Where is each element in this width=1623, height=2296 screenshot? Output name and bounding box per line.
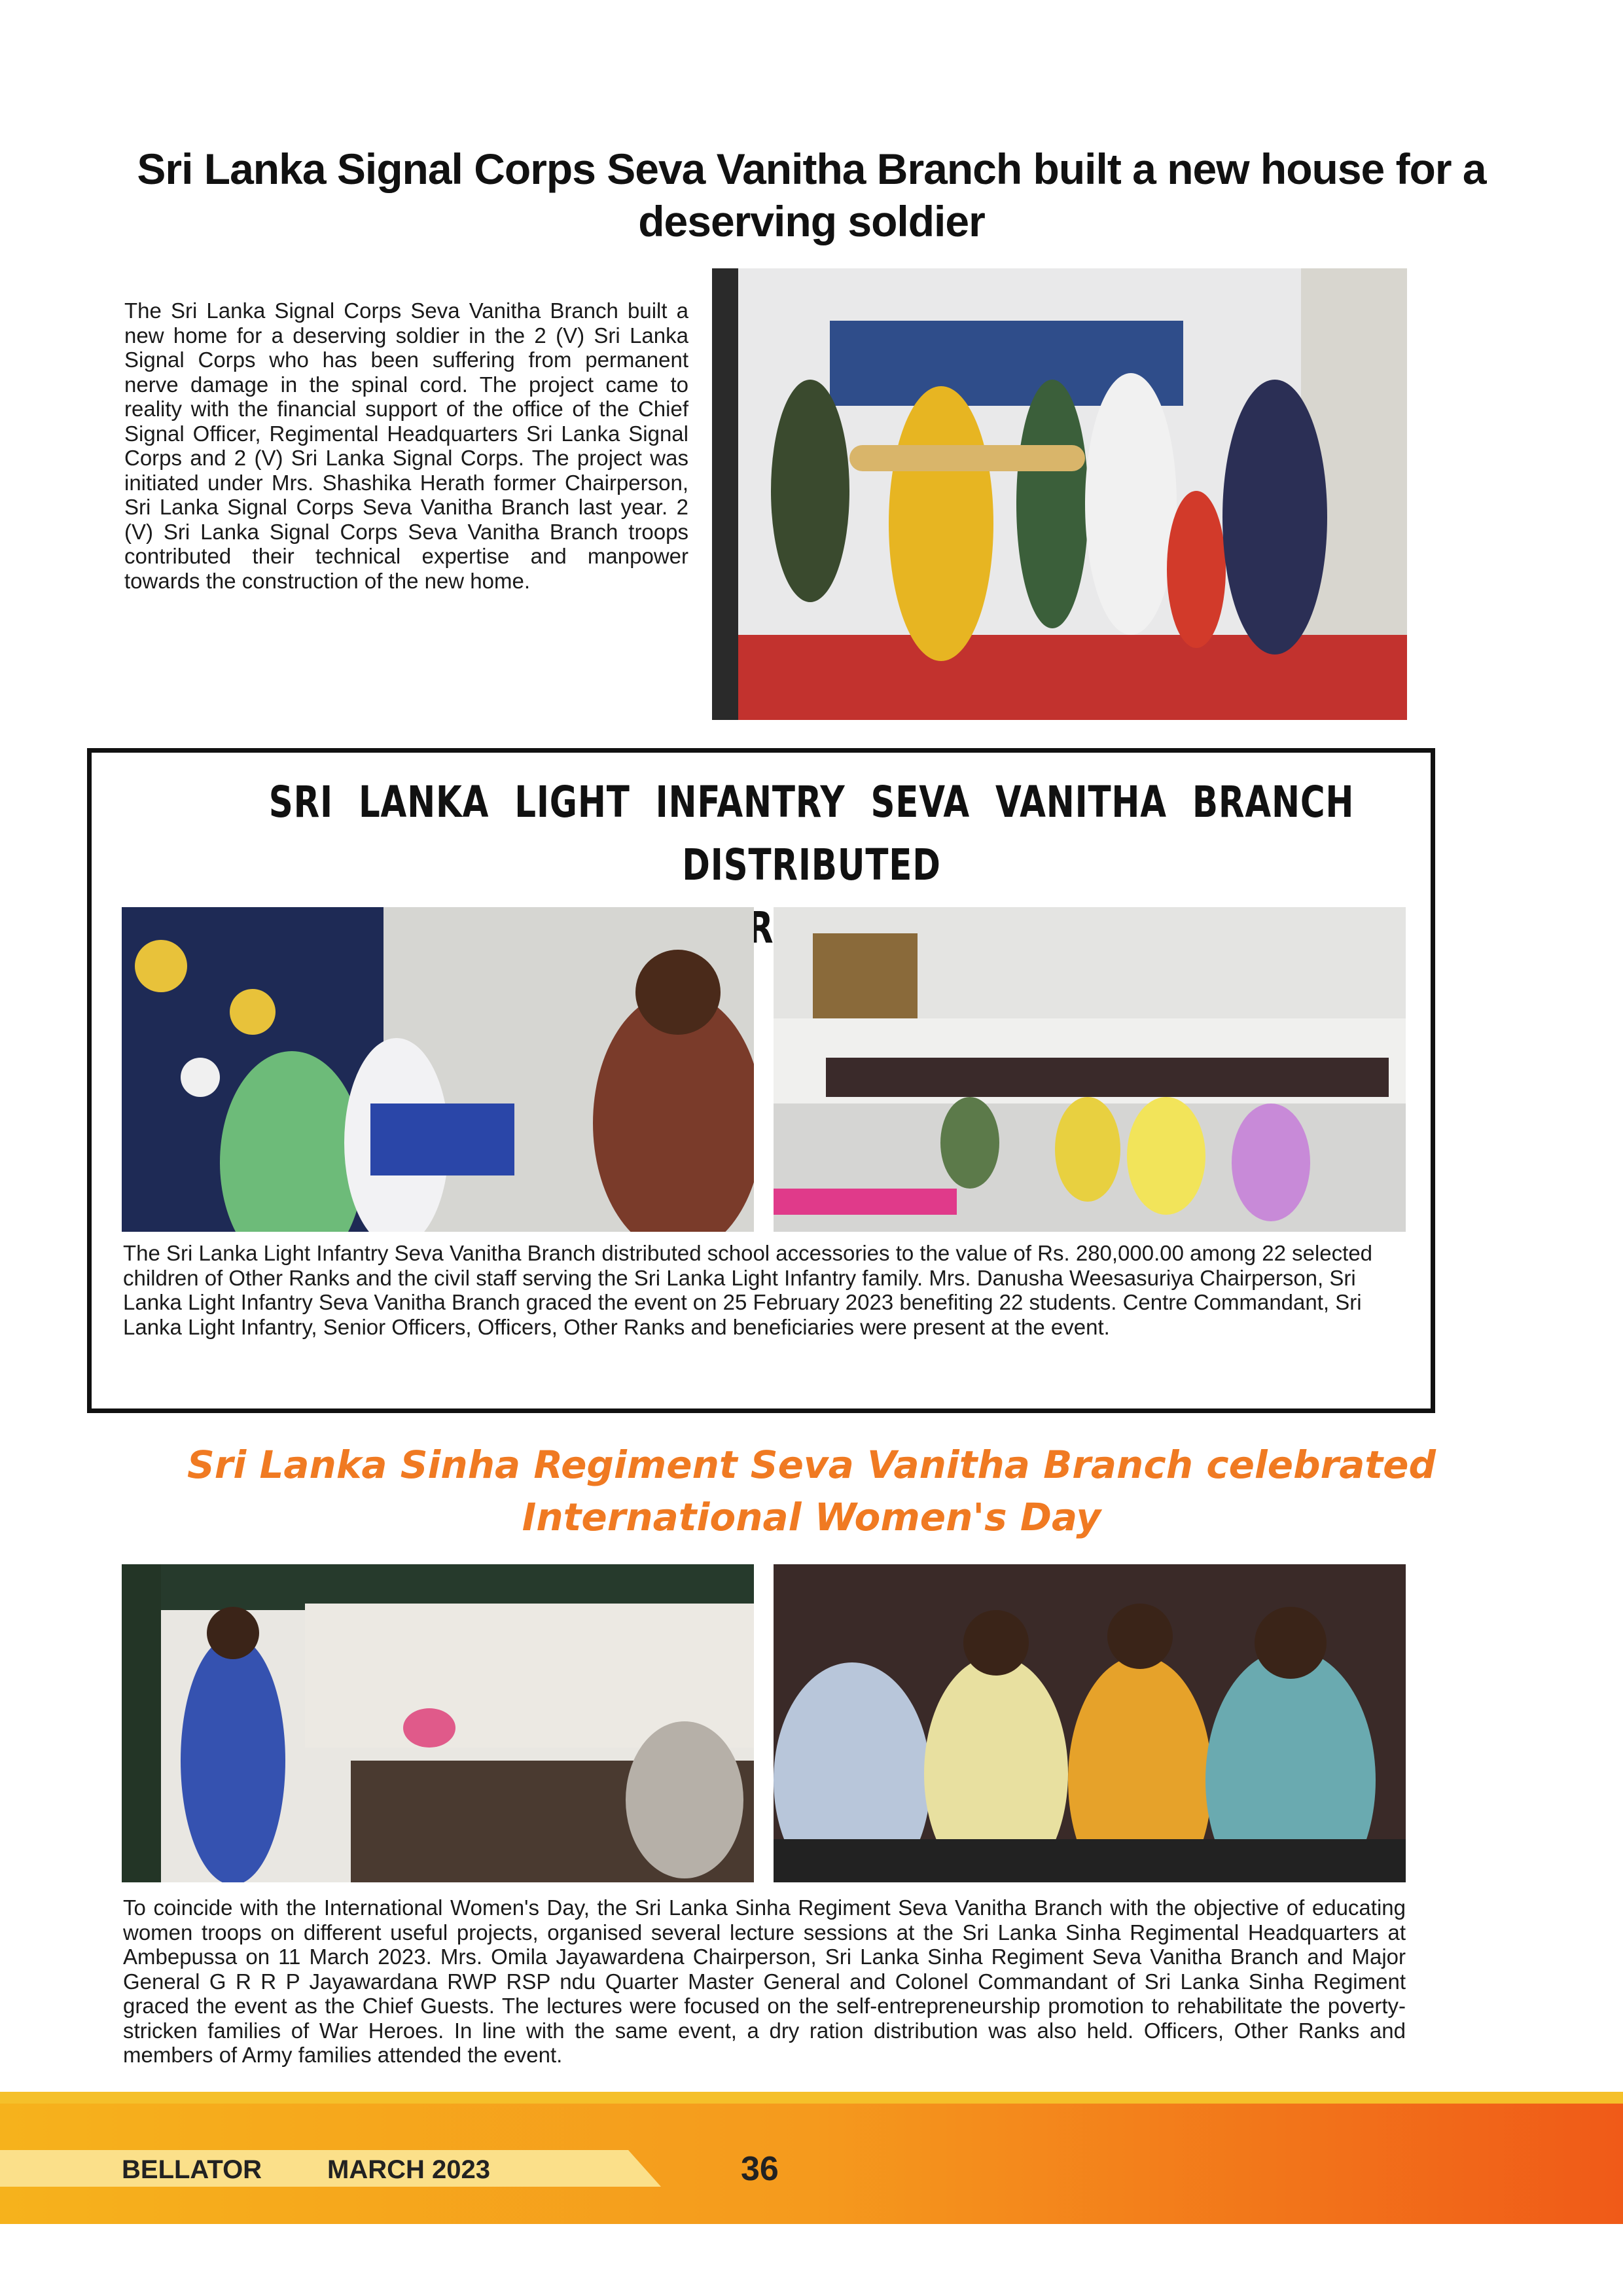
article2-title-line1: SRI LANKA LIGHT INFANTRY SEVA VANITHA BRANCH DISTRIBUTED [268,777,1355,890]
article1-title: Sri Lanka Signal Corps Seva Vanitha Branch built a new house for a deserving soldier [137,145,1486,245]
article3-body: To coincide with the International Women's Day, the Sri Lanka Sinha Regiment Seva Vanitha Branch with the objective of educating women troops on different useful projects, organised several lecture sessions at the Sri Lanka Sinha Regimental Headquarters at Ambepussa on 11 March 2023. Mrs. Omila Jayawardena Chairperson, Sri Lanka Sinha Regiment Seva Vanitha Branch and Major General G R R P Jayawardana RWP RSP ndu Quarter Master General and Colonel Commandant of Sri Lanka Sinha Regiment graced the event as the Chief Guests. The lectures were focused on the self-entrepreneurship promotion to rehabilitate the poverty-stricken families of War Heroes. In line with the same event, a dry ration distribution was also held. Officers, Other Ranks and members of Army families attended the event. [123,1895,1406,2067]
article1-photo-key-handover [712,268,1407,720]
article3-title-line2: International Women's Day [522,1495,1101,1539]
article3-title [111,1439,1512,1543]
article2-body: The Sri Lanka Light Infantry Seva Vanitha Branch distributed school accessories to the value of Rs. 280,000.00 among 22 selected children of Other Ranks and the civil staff serving the Sri Lanka Light Infantry family. Mrs. Danusha Weesasuriya Chairperson, Sri Lanka Light Infantry Seva Vanitha Branch graced the event on 25 February 2023 benefiting 22 students. Centre Commandant, Sri Lanka Light Infantry, Senior Officers, Officers, Other Ranks and beneficiaries were present at the event. [123,1241,1373,1339]
page-number: 36 [741,2150,779,2188]
article3-title-line1: Sri Lanka Sinha Regiment Seva Vanitha Branch celebrated [187,1443,1436,1487]
footer-brand: BELLATOR [122,2155,262,2184]
article3-photo-lecture [122,1564,754,1882]
article2-photo-gift-handover [122,907,754,1232]
article3-photo-audience [774,1564,1406,1882]
article2-photo-audience [774,907,1406,1232]
footer-date: MARCH 2023 [327,2155,490,2184]
footer-stripe-top [0,2092,1623,2104]
article1-body: The Sri Lanka Signal Corps Seva Vanitha Branch built a new home for a deserving soldier in the 2 (V) Sri Lanka Signal Corps who has been suffering from permanent nerve damage in the spinal cord. The project came to reality with the financial support of the office of the Chief Signal Officer, Regimental Headquarters Sri Lanka Signal Corps and 2 (V) Sri Lanka Signal Corps. The project was initiated under Mrs. Shashika Herath former Chairperson, Sri Lanka Signal Corps Seva Vanitha Branch last year. 2 (V) Sri Lanka Signal Corps Seva Vanitha Branch troops contributed their technical expertise and manpower towards the construction of the new home. [124,298,688,593]
